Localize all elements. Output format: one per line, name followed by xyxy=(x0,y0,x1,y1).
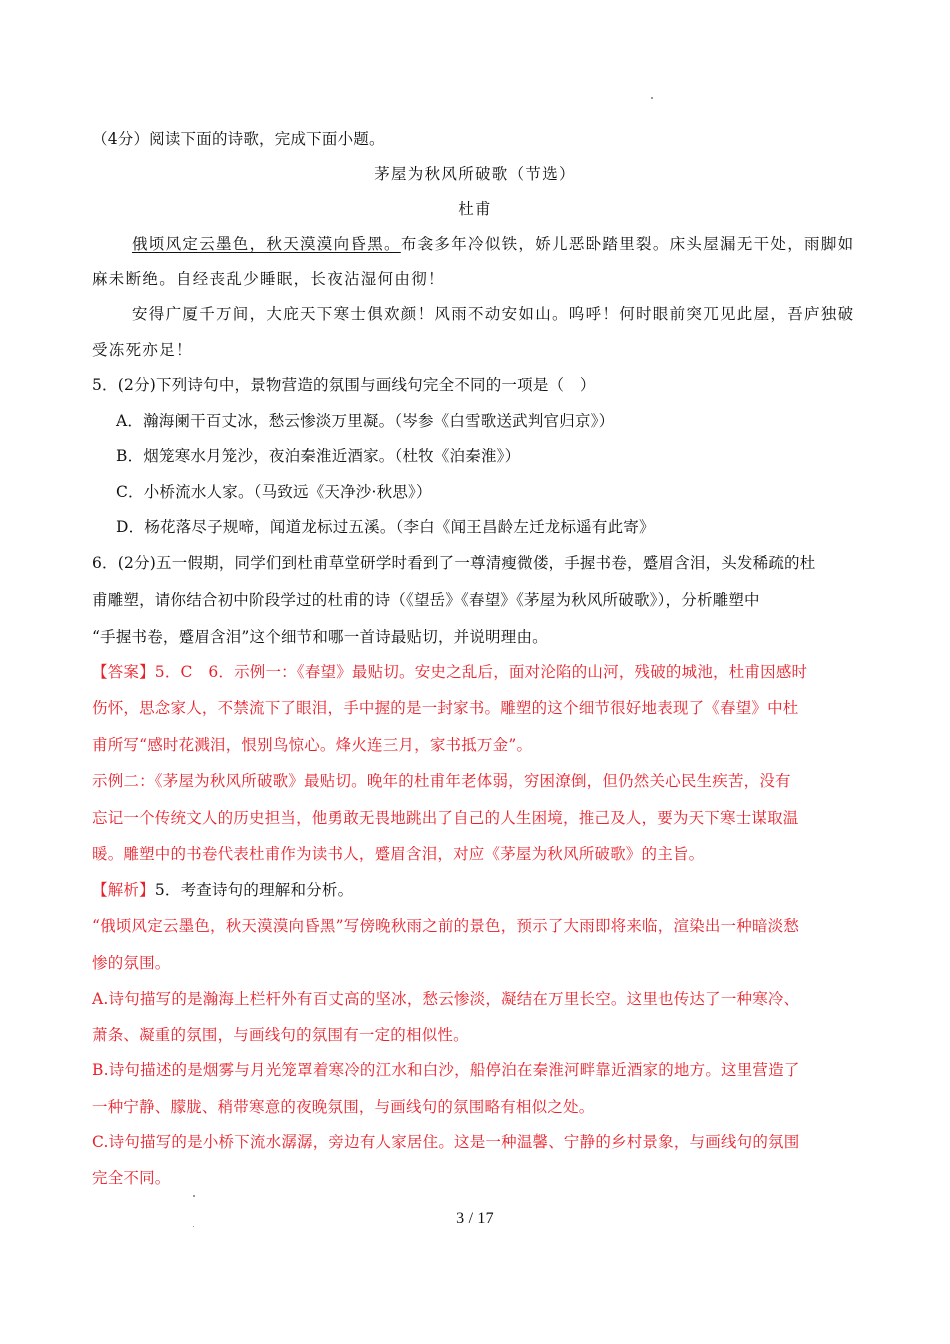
question-6-line-2: 甫雕塑，请你结合初中阶段学过的杜甫的诗（《望岳》《春望》《茅屋为秋风所破歌》），分析雕塑中 xyxy=(92,591,760,609)
question-6-line-1: 6．(2分)五一假期，同学们到杜甫草堂研学时看到了一尊清瘦微偻，手握书卷，蹙眉含泪，头发稀疏的杜 xyxy=(92,554,816,572)
question-6-line-3: “手握书卷，蹙眉含泪”这个细节和哪一首诗最贴切，并说明理由。 xyxy=(92,628,548,646)
analysis-label: 【解析】 xyxy=(92,881,155,899)
answer-line-5: 忘记一个传统文人的历史担当，他勇敢无畏地跳出了自己的人生困境，推己及人，要为天下寒士谋取温 xyxy=(92,809,799,827)
poem-paragraph-1-line-1 xyxy=(132,233,902,255)
option-b: B．烟笼寒水月笼沙，夜泊秦淮近酒家。（杜牧《泊秦淮》） xyxy=(116,447,521,465)
analysis-line-7: C.诗句描写的是小桥下流水潺潺，旁边有人家居住。这是一种温馨、宁静的乡村景象，与画线句的氛围 xyxy=(92,1133,800,1151)
page-number: 3 / 17 xyxy=(456,1210,494,1227)
answer-line-2: 伤怀，思念家人，不禁流下了眼泪，手中握的是一封家书。雕塑的这个细节很好地表现了《春望》中杜 xyxy=(92,699,799,717)
analysis-line-2: 惨的氛围。 xyxy=(92,954,171,972)
question-5-stem: 5．(2分)下列诗句中，景物营造的氛围与画线句完全不同的一项是（ ） xyxy=(92,376,596,394)
poem-paragraph-2-line-1: 安得广厦千万间，大庇天下寒士俱欢颜！风雨不动安如山。呜呼！何时眼前突兀见此屋，吾庐独破 xyxy=(132,305,855,323)
option-c: C．小桥流水人家。（马致远《天净沙·秋思》） xyxy=(116,483,432,501)
poem-paragraph-1-line-2: 麻未断绝。自经丧乱少睡眠，长夜沾湿何由彻！ xyxy=(92,270,445,288)
speck-mark xyxy=(651,97,653,99)
answer-line-1: 【答案】5．C 6．示例一：《春望》最贴切。安史之乱后，面对沦陷的山河，残破的城池，杜甫因感时 xyxy=(92,663,808,681)
analysis-heading xyxy=(92,879,862,901)
analysis-line-1: “俄顷风定云墨色，秋天漠漠向昏黑”写傍晚秋雨之前的景色，预示了大雨即将来临，渲染出一种暗淡愁 xyxy=(92,917,800,935)
analysis-line-5: B.诗句描述的是烟雾与月光笼罩着寒冷的江水和白沙，船停泊在秦淮河畔靠近酒家的地方。这里营造了 xyxy=(92,1061,800,1079)
option-d: D．杨花落尽子规啼，闻道龙标过五溪。（李白《闻王昌龄左迁龙标遥有此寄》 xyxy=(116,518,655,536)
analysis-line-4: 萧条、凝重的氛围，与画线句的氛围有一定的相似性。 xyxy=(92,1026,469,1044)
analysis-heading-text: 5．考查诗句的理解和分析。 xyxy=(154,881,354,899)
poem-text: 布衾多年冷似铁，娇儿恶卧踏里裂。床头屋漏无干处，雨脚如 xyxy=(400,235,855,253)
underlined-line: 俄顷风定云墨色，秋天漠漠向昏黑。 xyxy=(132,235,401,253)
poem-paragraph-2-line-2: 受冻死亦足！ xyxy=(92,341,193,359)
question-intro: （4分）阅读下面的诗歌，完成下面小题。 xyxy=(92,130,385,148)
poem-author: 杜甫 xyxy=(458,200,492,218)
analysis-line-6: 一种宁静、朦胧、稍带寒意的夜晚氛围，与画线句的氛围略有相似之处。 xyxy=(92,1098,595,1116)
answer-line-6: 暖。雕塑中的书卷代表杜甫作为读书人，蹙眉含泪，对应《茅屋为秋风所破歌》的主旨。 xyxy=(92,845,705,863)
analysis-line-3: A.诗句描写的是瀚海上栏杆外有百丈高的坚冰，愁云惨淡，凝结在万里长空。这里也传达了一种寒冷、 xyxy=(92,990,800,1008)
speck-mark xyxy=(193,1195,195,1197)
analysis-line-8: 完全不同。 xyxy=(92,1169,171,1187)
option-a: A．瀚海阑干百丈冰，愁云惨淡万里凝。（岑参《白雪歌送武判官归京》） xyxy=(116,412,615,430)
poem-title: 茅屋为秋风所破歌（节选） xyxy=(374,165,576,183)
answer-line-4: 示例二：《茅屋为秋风所破歌》最贴切。晚年的杜甫年老体弱，穷困潦倒，但仍然关心民生疾苦，没有 xyxy=(92,772,791,790)
answer-line-3: 甫所写“感时花溅泪，恨别鸟惊心。烽火连三月，家书抵万金”。 xyxy=(92,736,533,754)
